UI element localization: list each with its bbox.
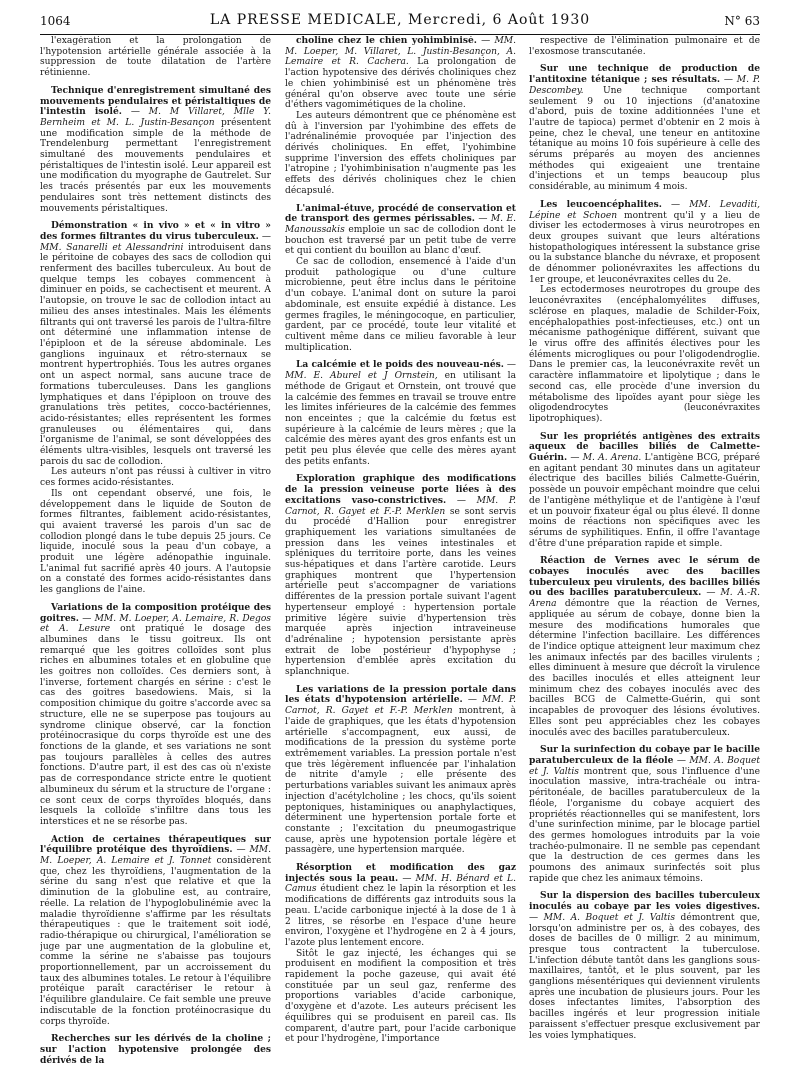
article-paragraph — [40, 603, 271, 828]
article-title: choline chez le chien yohimbinisé. — [296, 36, 477, 46]
article-title: Sur une technique de production de l'antitoxine tétanique ; ses résultats. — [529, 63, 760, 86]
article-text: ont pratiqué le dosage des albumines dans le tissu goitreux. Ils ont remarqué que les goitres colloïdes sont plus riches en albumines totales et en globuline que les goitres non colloïdes. Ces derniers sont, à l'inverse, fortement chargés en sérine : c'est le cas des goitres basedowiens. Mais, si la composition chimique du goitre s'accorde avec sa structure, elle ne se superpose pas toujours au syndrome clinique observé, car la fonction protéinocrasique du corps thyroïde est une des fonctions de la glande, et ses variations ne sont pas toujours parallèles à celles des autres fonctions. D'autre part, il est des cas où n'existe pas de correspondance stricte entre le quotient albumineux du sérum et la structure de l'organe : ce sont ceux de corps thyroïdes bloqués, dans lesquels la colloïde s'infiltre dans tous les interstices et ne se résorbe pas. — [40, 624, 271, 827]
article-text: L'antigène BCG, préparé en agitant pendant 30 minutes dans un agitateur électrique des bacilles biliés Calmette-Guérin, possède un pouvoir empêchant moindre que celui de l'antigène méthylique et de l'antigène à l'œuf et un pouvoir fixateur égal ou plus élevé. Il donne moins de réactions non spécifiques avec les sérums de syphilitiques. Enfin, il offre l'avantage d'être d'une préparation rapide et simple. — [529, 453, 760, 549]
article — [529, 64, 760, 192]
article-title: L'animal-étuve, procédé de conservation et de transport des germes périssables. — [285, 202, 516, 225]
article — [40, 603, 271, 828]
article-authors: — M. A.-R. Arena — [529, 588, 760, 610]
article-title: Sur la surinfection du cobaye par le bacille paratuberculeux de la fléole — [529, 744, 760, 766]
article-text: Une technique comportant seulement 9 ou 10 injections (d'anatoxine d'abord, puis de toxine additionnées l'une et l'autre de tapioca) permet d'obtenir en 2 mois à peine, chez le cheval, une teneur en antitoxine tétanique au moins 10 fois supérieure à celle des sérums préparés au moyen des anciennes méthodes qui exigeaient une trentaine d'injections et un temps beaucoup plus considérable, au minimum 4 mois. — [529, 85, 760, 193]
article-text: démontrent que, lorsqu'on administre per os, à des cobayes, des doses de bacilles de 0 milligr. 2 au minimum, presque tous contractent la tuberculose. L'infection débute tantôt dans les ganglions sous-maxillaires, tantôt, et le plus souvent, par les ganglions mésentériques qui deviennent virulents après une incubation de plusieurs jours. Pour les doses infectantes limites, l'absorption des bacilles ingérés et leur progression initiale paraissent s'effectuer presque exclusivement par les voies lymphatiques. — [529, 912, 760, 1041]
article-title: Technique d'enregistrement simultané des mouvements pendulaires et péristaltiques de l'intestin isolé. — [40, 84, 271, 118]
article-authors: — MM. Levaditi, Lépine et Schoen — [529, 199, 760, 221]
article-paragraph: Les ectodermoses neurotropes du groupe des leuconévraxites (encéphalomyélites diffuses, sclérose en plaques, maladie de Schilder-Foix, encéphalopathies post-infectieuses, etc.) ont un mécanisme pathogénique différent, suivant que le virus offre des affinités électives pour les éléments microgliques ou pour l'oligodendroglie. Dans le premier cas, la leuconévraxite revêt un caractère inflammatoire et lipolytique ; dans le second cas, elle procède d'une inversion du métabolisme des lipoïdes ayant pour siège les oligodendrocytes (leuconévraxites lipotrophiques). — [529, 285, 760, 424]
article-authors: — MM. E. Aburel et J Ornstein, — [285, 360, 516, 382]
article-paragraph — [40, 36, 271, 79]
article-title: Sur les propriétés antigènes des extraits aqueux de bacilles biliés de Calmette-Guérin. — [529, 430, 760, 464]
journal-name: LA PRESSE MEDICALE, — [209, 12, 403, 28]
article-text: démontre que la réaction de Vernes, appliquée au sérum de cobaye, donne bien la mesure des modifications humorales que détermine l'infection bacillaire. Les différences de l'indice optique atteignent leur maximum chez les animaux infectés par des bacilles virulents ; elles diminuent à mesure que décroît la virulence des bacilles inoculés et elles atteignent leur minimum chez des cobayes inoculés avec des bacilles BCG de Calmette-Guérin, qui sont incapables de provoquer des lésions évolutives. Elles sont peu appréciables chez les cobayes inoculés avec des bacilles paratuberculeux. — [529, 599, 760, 738]
article-text: La prolongation de l'action hypotensive des dérivés choliniques chez le chien yohimbinisé est un phénomène très général qu'on observe avec toute une série d'éthers vagomimétiques de la choline. — [285, 57, 516, 111]
page-number: 1064 — [40, 14, 71, 28]
article-text: montrent que, sous l'influence d'une inoculation massive, intra-trachéale ou intra-péritonéale, de bacilles paratuberculeux de la fléole, l'organisme du cobaye acquiert des propriétés réactionnelles qui se manifestent, lors d'une surinfection minime, par le blocage partiel des germes homologues introduits par la voie trachéo-pulmonaire. Il ne semble pas cependant que la destruction de ces germes dans les poumons des animaux surinfectés soit plus rapide que chez les animaux témoins. — [529, 766, 760, 884]
article-authors: — MM. M. Loeper, A. Lemaire et J. Tonnet — [40, 845, 271, 867]
article-paragraph: Ils ont cependant observé, une fois, le développement dans le liquide de Souton de formes filtrantes, faiblement acido-résistantes, qui avaient traversé les parois d'un sac de collodion plongé dans le tube depuis 25 jours. Ce liquide, inoculé sous la peau d'un cobaye, a produit une légère adénopathie inguinale. L'animal fut sacrifié après 40 jours. A l'autopsie on a constaté des formes acido-résistantes dans les ganglions de l'aine. — [40, 488, 271, 596]
article-title: Variations de la composition protéique des goitres. — [40, 601, 271, 624]
article — [285, 204, 516, 354]
article — [529, 556, 760, 738]
article — [40, 86, 271, 214]
article — [529, 891, 760, 1041]
article-title: Exploration graphique des modifications de la pression veineuse porte liées à des excitations vaso-constrictives. — [285, 473, 516, 506]
journal-title-line — [40, 12, 760, 28]
article-paragraph: Ce sac de collodion, ensemencé à l'aide d'un produit pathologique ou d'une culture microbienne, peut être inclus dans le péritoine d'un cobaye. L'animal dont on suture la paroi abdominale, est ensuite expédié à distance. Les germes fragiles, le méningocoque, en particulier, gardent, par ce procédé, toute leur vitalité et cultivent même dans ce milieu favorable à leur multiplication. — [285, 257, 516, 353]
issue-date: Mercredi, 6 Août 1930 — [408, 12, 591, 28]
article-paragraph — [529, 36, 760, 57]
article-title: Recherches sur les dérivés de la choline ; sur l'action hypotensive prolongée des dérivés de la — [40, 1033, 271, 1066]
article — [529, 36, 760, 57]
article-paragraph: Les auteurs démontrent que ce phénomène est dû à l'inversion par l'yohimbine des effets de l'adrénalinémie provoquée par l'injection des dérivés choliniques. En effet, l'yohimbine supprime l'inversion des effets choliniques par l'atropine ; l'yohimbinisation n'augmente pas les effets des dérivés choliniques chez le chien décapsulé. — [285, 110, 516, 196]
article-title: Les variations de la pression portale dans les états d'hypotension artérielle. — [285, 683, 516, 706]
article-title: Résorption et modification des gaz injectés sous la peau. — [285, 862, 516, 884]
article-authors: — MM. P. Carnot, R. Gayet et F.-P. Merklen — [285, 495, 516, 517]
article — [529, 200, 760, 425]
article-text: emploie un sac de collodion dont le bouchon est traversé par un petit tube de verre et qui contient du bouillon au blanc d'œuf. — [285, 224, 516, 257]
article-text: considèrent que, chez les thyroïdiens, l'augmentation de la sérine du sang n'est que relative et que la diminution de la globuline est, au contraire, réelle. La relation de l'hypoglobulinémie avec la maladie thyroïdienne s'affirme par les résultats thérapeutiques : que le traitement soit iodé, radio-thérapique ou chirurgical, l'amélioration se juge par une augmentation de la globuline et, comme la sérine ne s'abaisse pas toujours proportionnellement, par un accroissement du taux des albumines totales. Le retour à l'équilibre protéique paraît caractériser le retour à l'équilibre glandulaire. Ce fait semble une preuve indiscutable de la fonction protéinocrasique du corps thyroïde. — [40, 856, 271, 1027]
article-paragraph — [529, 64, 760, 192]
article-paragraph: Sitôt le gaz injecté, les échanges qui se produisent en modifient la composition et très rapidement la poche gazeuse, qui avait été constituée par un seul gaz, renferme des proportions variables d'acide carbonique, d'oxygène et d'azote. Les auteurs précisent les équilibres qui se produisent en pareil cas. Ils comparent, d'autre part, pour l'acide carbonique et pour l'hydrogène, l'importance — [285, 948, 516, 1045]
article-paragraph — [529, 200, 760, 286]
article-paragraph — [529, 556, 760, 738]
article-title: Sur la dispersion des bacilles tuberculeux inoculés au cobaye par les voies digestives. — [529, 890, 760, 913]
article-paragraph — [285, 204, 516, 258]
article — [285, 474, 516, 677]
article-paragraph — [40, 1034, 271, 1066]
article-authors: — MM. P. Carnot, R. Gayet et F.-P. Merklen — [285, 695, 516, 717]
article-paragraph — [529, 745, 760, 884]
article-authors: — M. P. Descombey. — [529, 75, 760, 96]
article-paragraph — [285, 685, 516, 856]
article — [40, 835, 271, 1028]
article-text: introduisent dans le péritoine de cobayes des sacs de collodion qui renferment des bacilles tuberculeux. Au bout de quelque temps les cobayes commencent à diminuer en poids, se cachectisent et meurent. A l'autopsie, on trouve le sac de collodion intact au milieu des anses intestinales. Mais les éléments filtrants qui ont traversé les parois de l'ultra-filtre ont déterminé une inflammation intense de l'épiploon et de la séreuse abdominale. Les ganglions inguinaux et rétro-sternaux se montrent hypertrophiés. Tous les autres organes ont un aspect normal, sans aucune trace de formations tuberculeuses. Dans les ganglions lymphatiques et dans l'épiploon on trouve des granulations très petites, cocco-bactériennes, acido-résistantes; elles représentent les formes granuleuses ou élémentaires qui, dans l'organisme de l'animal, se sont développées des éléments ultra-visibles, lesquels ont traversé les parois du sac de collodion. — [40, 242, 271, 467]
article-text: se sont servis du procédé d'Hallion pour enregistrer graphiquement les variations simultanées de pression dans les veines intestinales et spléniques du territoire porte, dans les veines sus-hépatiques et dans l'artère carotide. Leurs graphiques montrent que l'hypertension artérielle peut s'accompagner de variations différentes de la pression portale suivant l'agent hypertenseur employé : hypertension portale primitive légère suivie d'hypertension très marquée après injection intraveineuse d'adrénaline ; hypotension persistante après extrait de lobe postérieur d'hypophyse ; hypertension d'emblée après excitation du splanchnique. — [285, 506, 516, 678]
article — [285, 36, 516, 197]
article-paragraph — [40, 835, 271, 1028]
article-title: Les leucoencéphalites. — [540, 198, 662, 210]
article-authors: — MM. M. Loeper, M. Villaret, L. Justin-Besançon, A. Lemaire et R. Cachera. — [285, 36, 516, 68]
page-header — [40, 10, 760, 35]
article-authors: — M. E. Manoussakis — [285, 214, 516, 235]
article-paragraph — [529, 432, 760, 550]
article-authors: — MM. A. Boquet et J. Valtis — [529, 912, 676, 923]
article-paragraph — [529, 891, 760, 1041]
article — [40, 36, 271, 79]
article-authors: — MM. M. Loeper, A. Lemaire, R. Degos et A. Lesure — [40, 613, 271, 635]
article — [529, 432, 760, 550]
article-paragraph — [40, 86, 271, 214]
article — [285, 685, 516, 856]
article-text: montrent, à l'aide de graphiques, que les états d'hypotension artérielle s'accompagnent, eux aussi, de modifications de la pression du système porte extrêmement variables. La pression portale n'est que très légèrement influencée par l'inhalation de nitrite d'amyle ; elle présente des perturbations variables suivant les animaux après injection d'acétylcholine ; les chocs, qu'ils soient peptoniques, histaminiques ou anaphylactiques, déterminent une hypertension portale forte et constante ; l'excitation du pneumogastrique cause, après une hypotension portale légère et passagère, une hypertension marquée. — [285, 706, 516, 856]
article-paragraph — [285, 474, 516, 677]
article-text: étudient chez le lapin la résorption et les modifications de différents gaz introduits sous la peau. L'acide carbonique injecté à la dose de 1 à 2 litres, se résorbe en l'espace d'une heure environ, l'oxygène et l'hydrogène en 2 à 4 jours, l'azote plus lentement encore. — [285, 884, 516, 948]
article-title: Réaction de Vernes avec le sérum de cobayes inoculés avec des bacilles tuberculeux peu virulents, des bacilles biliés ou des bacilles paratuberculeux. — [529, 555, 760, 599]
article-paragraph — [285, 36, 516, 111]
article-text: l'exagération et la prolongation de l'hypotension artérielle générale associée à la suppression de toute dilatation de l'artère rétinienne. — [40, 36, 271, 79]
article-text: montrent qu'il y a lieu de diviser les ectodermoses à virus neurotropes en deux groupes suivant que leurs altérations histopathologiques intéressent la substance grise ou la substance blanche du névraxe, et proposent de dénommer polionévraxites les affections du 1er groupe, et leuconévraxites celles du 2e. — [529, 210, 760, 285]
article-authors: — M. A. Arena. — [570, 453, 642, 464]
article — [285, 360, 516, 467]
article-text: en utilisant la méthode de Grigaut et Ornstein, ont trouvé que la calcémie des femmes en travail se trouve entre les limites inférieures de la calcémie des femmes non enceintes ; que la calcémie du fœtus est supérieure à la calcémie de leurs mères ; que la calcémie des mères ayant des gros enfants est un petit peu plus élevée que celle des mères ayant des petits enfants. — [285, 371, 516, 467]
article-paragraph: Les auteurs n'ont pas réussi à cultiver in vitro ces formes acido-résistantes. — [40, 467, 271, 489]
article-authors: — MM. A. Boquet et J. Valtis — [529, 756, 760, 777]
article-title: Action de certaines thérapeutiques sur l'équilibre protéique des thyroïdiens. — [40, 833, 271, 856]
column-2 — [285, 36, 516, 1076]
article-authors: — MM. Sanarelli et Alessandrini — [40, 231, 271, 253]
article-paragraph — [285, 360, 516, 467]
article — [285, 863, 516, 1045]
article-authors: — M. M Villaret, Mlle Y. Bernheim et M. L. Justin-Besançon — [40, 107, 271, 128]
article-authors: — MM. H. Bénard et L. Camus — [285, 873, 516, 895]
column-1 — [40, 36, 271, 1076]
issue-number: N° 63 — [724, 14, 760, 28]
article-text: présentent une modification simple de la méthode de Trendelenburg permettant l'enregistrement simultané des mouvements pendulaires et péristaltiques de l'intestin isolé. Leur appareil est une modification du myographe de Gautrelet. Sur les tracés présentés par eux les mouvements pendulaires sont très nettement distincts des mouvements péristaltiques. — [40, 117, 271, 214]
article-paragraph — [40, 221, 271, 467]
article — [40, 1034, 271, 1066]
article — [40, 221, 271, 596]
article-title: La calcémie et le poids des nouveau-nés. — [296, 359, 504, 371]
column-3 — [529, 36, 760, 1076]
article-text: respective de l'élimination pulmonaire et de l'exosmose transcutanée. — [529, 36, 760, 57]
article-title: Démonstration « in vivo » et « in vitro » des formes filtrantes du virus tuberculeux. — [40, 220, 271, 242]
article — [529, 745, 760, 884]
article-paragraph — [285, 863, 516, 949]
